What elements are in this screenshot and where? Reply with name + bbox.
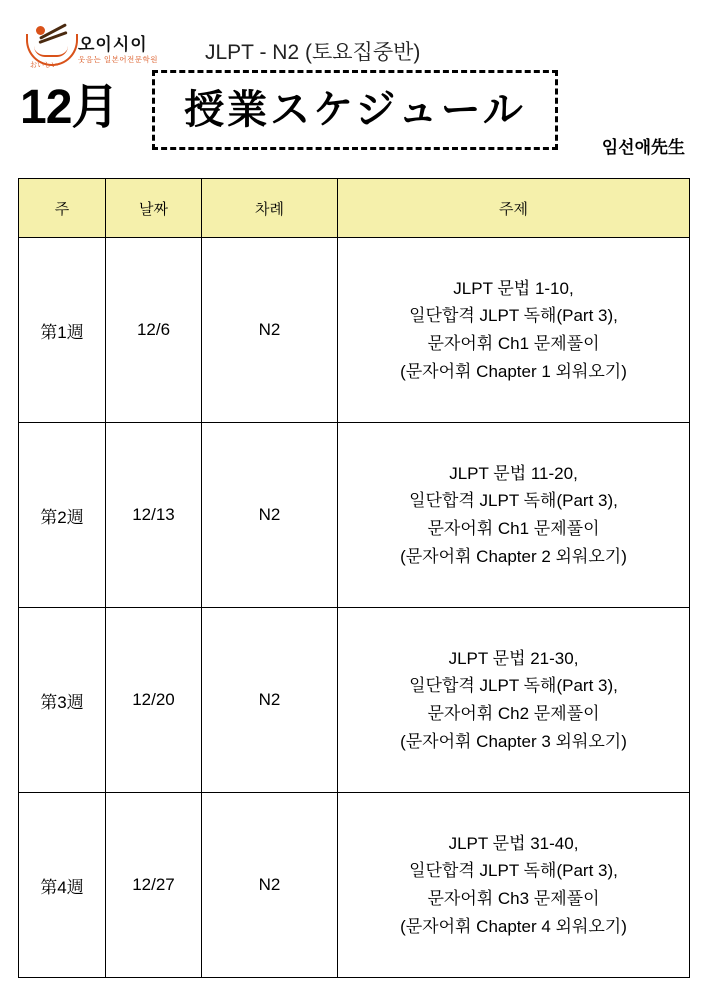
brand-tagline: 웃음는 일본어전문학원: [78, 55, 159, 64]
brand-name-ko: 오이시이: [78, 35, 148, 54]
topic-line: JLPT 문법 31-40,: [448, 833, 579, 853]
topic-line: 문자어휘 Ch3 문제풀이: [427, 889, 600, 908]
topic-line: 일단합격 JLPT 독해(Part 3),: [409, 306, 618, 326]
table-row: [19, 608, 690, 793]
document-header: [0, 0, 707, 160]
topic-line: (문자어휘 Chapter 1 외워오기): [400, 361, 627, 381]
topic-line: (문자어휘 Chapter 4 외워오기): [400, 916, 627, 936]
table-row: [19, 238, 690, 423]
cell-level: N2: [202, 608, 338, 793]
topic-line: JLPT 문법 1-10,: [453, 278, 574, 298]
topic-line: 일단합격 JLPT 독해(Part 3),: [409, 676, 618, 696]
cell-week: 第3週: [19, 608, 106, 793]
cell-level: N2: [202, 423, 338, 608]
column-header-week: 주: [19, 179, 106, 238]
table-row: [19, 423, 690, 608]
month-label: 12月: [20, 81, 119, 134]
brand-name-jp: おいしい: [30, 62, 58, 69]
cell-level: N2: [202, 793, 338, 978]
column-header-topic: 주제: [338, 179, 690, 238]
dot-icon: [36, 26, 45, 35]
cell-date: 12/13: [106, 423, 202, 608]
cell-topic: [338, 608, 690, 793]
topic-line: 일단합격 JLPT 독해(Part 3),: [409, 861, 618, 881]
topic-line: 문자어휘 Ch2 문제풀이: [427, 704, 600, 723]
cell-date: 12/6: [106, 238, 202, 423]
topic-line: 일단합격 JLPT 독해(Part 3),: [409, 491, 618, 511]
table-header: [19, 179, 690, 238]
topic-line: 문자어휘 Ch1 문제풀이: [427, 519, 600, 538]
topic-line: (문자어휘 Chapter 3 외워오기): [400, 731, 627, 751]
cell-level: N2: [202, 238, 338, 423]
course-title: JLPT - N2 (토요집중반): [205, 41, 421, 64]
cell-date: 12/20: [106, 608, 202, 793]
cell-topic: [338, 423, 690, 608]
page-title: 授業スケジュール: [184, 88, 526, 132]
column-header-date: 날짜: [106, 179, 202, 238]
cell-week: 第4週: [19, 793, 106, 978]
table-row: [19, 793, 690, 978]
cell-topic: [338, 793, 690, 978]
cell-topic: [338, 238, 690, 423]
cell-week: 第2週: [19, 423, 106, 608]
column-header-order: 차례: [202, 179, 338, 238]
topic-line: (문자어휘 Chapter 2 외워오기): [400, 546, 627, 566]
brand-logo: [22, 24, 167, 72]
topic-line: 문자어휘 Ch1 문제풀이: [427, 334, 600, 353]
table-header-row: [19, 179, 690, 238]
schedule-table: [18, 178, 690, 978]
schedule-table-wrapper: [18, 178, 689, 978]
cell-week: 第1週: [19, 238, 106, 423]
table-body: [19, 238, 690, 978]
title-box: [152, 70, 558, 150]
topic-line: JLPT 문법 21-30,: [448, 648, 579, 668]
cell-date: 12/27: [106, 793, 202, 978]
topic-line: JLPT 문법 11-20,: [449, 463, 578, 483]
teacher-name: 임선애先生: [601, 138, 685, 157]
